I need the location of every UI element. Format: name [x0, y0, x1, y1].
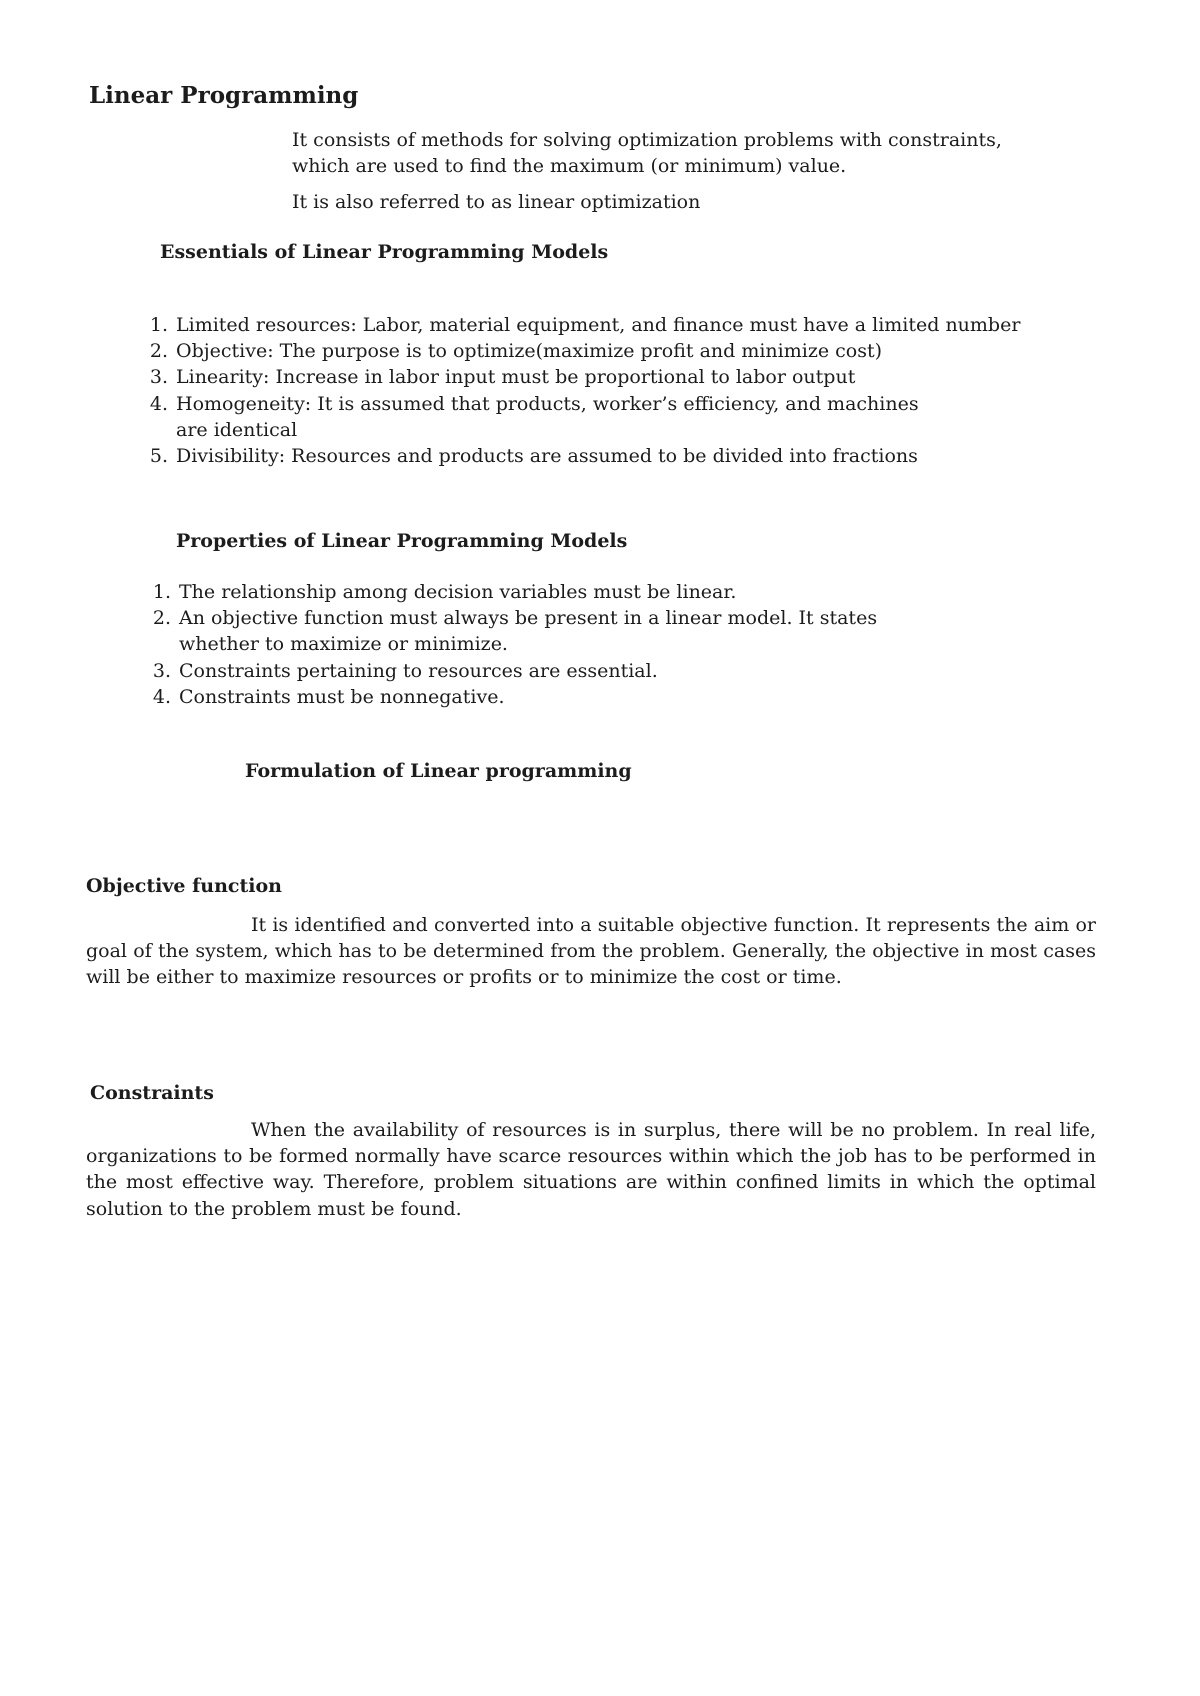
- constraints-paragraph: When the availability of resources is in surplus, there will be no problem. In real life, organizations to be formed normally have scarce resources within which the job has to be performed in the most effective way. Therefore, problem situations are within confined limits in which the optimal solution to the problem must be found.: [86, 1119, 1096, 1220]
- intro-block: [292, 127, 1052, 216]
- properties-heading: Properties of Linear Programming Models: [176, 530, 628, 552]
- list-item: 1. The relationship among decision variables must be linear.: [152, 581, 737, 603]
- intro-definition: It consists of methods for solving optimization problems with constraints, which are used to find the maximum (or minimum) value.: [292, 129, 1002, 178]
- list-item: 1. Limited resources: Labor, material equipment, and finance must have a limited number: [149, 314, 1021, 336]
- objective-paragraph: It is identified and converted into a suitable objective function. It represents the aim or goal of the system, which has to be determined from the problem. Generally, the objective in most cases will be either to maximize resources or profits or to minimize the cost or time.: [86, 914, 1096, 989]
- list-item: 3. Linearity: Increase in labor input must be proportional to labor output: [149, 366, 856, 389]
- constraints-heading: Constraints: [90, 1082, 214, 1104]
- properties-list: [145, 579, 1005, 710]
- formulation-heading: Formulation of Linear programming: [245, 760, 632, 782]
- page-title: Linear Programming: [89, 82, 359, 109]
- list-item: 2. An objective function must always be present in a linear model. It states whether to maximize or minimize.: [152, 607, 878, 656]
- list-item: 5. Divisibility: Resources and products are assumed to be divided into fractions: [149, 445, 918, 468]
- objective-heading: Objective function: [86, 875, 282, 897]
- intro-alias: It is also referred to as linear optimization: [292, 191, 701, 214]
- essentials-list: [142, 312, 1042, 469]
- list-item: 2. Objective: The purpose is to optimize(maximize profit and minimize cost): [149, 340, 883, 363]
- list-item: 4. Constraints must be nonnegative.: [152, 685, 505, 708]
- essentials-heading: Essentials of Linear Programming Models: [160, 241, 609, 263]
- list-item: 4. Homogeneity: It is assumed that products, worker’s efficiency, and machines are identical: [149, 392, 919, 441]
- list-item: 3. Constraints pertaining to resources are essential.: [152, 659, 658, 682]
